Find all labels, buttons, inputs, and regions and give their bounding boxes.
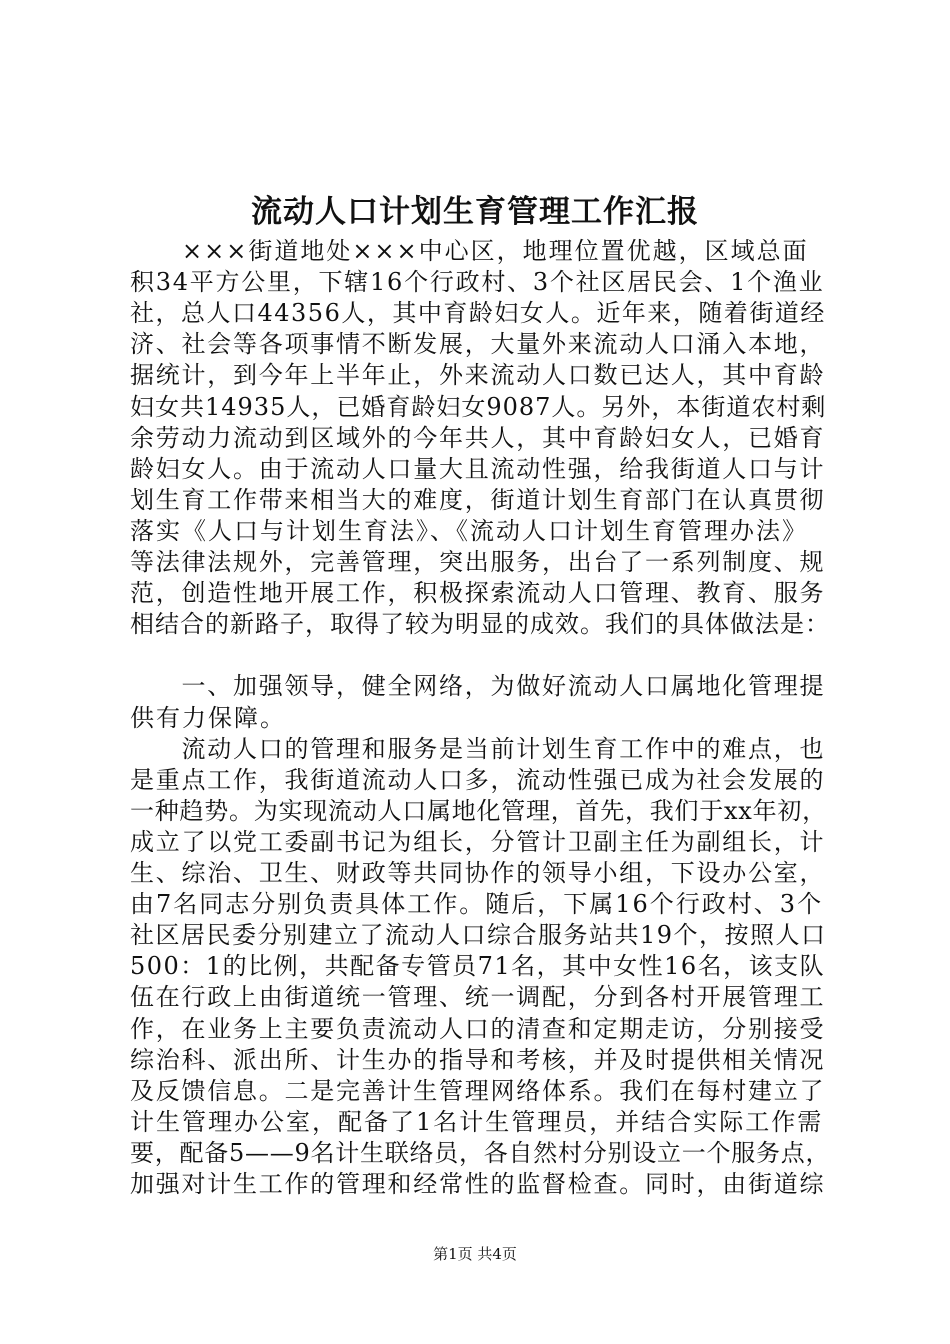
body-text-line: 伍在行政上由街道统一管理、统一调配，分到各村开展管理工 xyxy=(130,983,826,1012)
body-text-line: 加强对计生工作的管理和经常性的监督检查。同时，由街道综 xyxy=(130,1170,826,1198)
body-text-line: 积34平方公里，下辖16个行政村、3个社区居民会、1个渔业 xyxy=(130,268,825,297)
body-text-line: 相结合的新路子，取得了较为明显的成效。我们的具体做法是： xyxy=(130,610,830,639)
body-text-line: 要，配备5——9名计生联络员，各自然村分别设立一个服务点， xyxy=(130,1138,831,1167)
body-text-line: 综治科、派出所、计生办的指导和考核，并及时提供相关情况 xyxy=(130,1045,826,1074)
body-text-line: 成立了以党工委副书记为组长，分管计卫副主任为副组长，计 xyxy=(130,827,826,856)
body-text-line: 生、综治、卫生、财政等共同协作的领导小组，下设办公室， xyxy=(130,859,826,887)
body-text-line: 一种趋势。为实现流动人口属地化管理，首先，我们于xx年初， xyxy=(130,796,827,825)
body-text-line: 落实《人口与计划生育法》、《流动人口计划生育管理办法》 xyxy=(130,516,808,545)
body-text-line: 作，在业务上主要负责流动人口的清查和定期走访，分别接受 xyxy=(130,1014,826,1043)
body-text-line: 计生管理办公室，配备了1名计生管理员，并结合实际工作需 xyxy=(130,1107,824,1136)
body-text-line: 社区居民委分别建立了流动人口综合服务站共19个，按照人口 xyxy=(130,921,827,950)
body-text-line: 据统计，到今年上半年止，外来流动人口数已达人，其中育龄 xyxy=(130,361,826,390)
body-text-line: 供有力保障。 xyxy=(130,703,286,732)
body-text-line: 流动人口的管理和服务是当前计划生育工作中的难点，也 xyxy=(130,734,826,763)
body-text-line: 范，创造性地开展工作，积极探索流动人口管理、教育、服务 xyxy=(130,579,826,608)
body-text-line: ×××街道地处×××中心区，地理位置优越，区域总面 xyxy=(130,237,809,265)
body-text-line: 及反馈信息。二是完善计生管理网络体系。我们在每村建立了 xyxy=(130,1076,826,1105)
page-number-footer: 第1页 共4页 xyxy=(433,1245,517,1263)
body-text-line: 社，总人口44356人，其中育龄妇女人。近年来，随着街道经 xyxy=(130,299,826,328)
document-title: 流动人口计划生育管理工作汇报 xyxy=(251,194,699,230)
body-text-line: 由7名同志分别负责具体工作。随后，下属16个行政村、3个 xyxy=(130,890,824,919)
body-text-line: 余劳动力流动到区域外的今年共人，其中育龄妇女人，已婚育 xyxy=(130,423,826,452)
body-text-line: 一、加强领导，健全网络，为做好流动人口属地化管理提 xyxy=(130,672,826,701)
body-text-line: 龄妇女人。由于流动人口量大且流动性强，给我街道人口与计 xyxy=(130,454,826,483)
body-text-line: 500：1的比例，共配备专管员71名，其中女性16名，该支队 xyxy=(130,952,826,981)
body-text-line: 是重点工作，我街道流动人口多，流动性强已成为社会发展的 xyxy=(130,765,826,794)
body-text-line: 妇女共14935人，已婚育龄妇女9087人。另外，本街道农村剩 xyxy=(130,392,827,421)
body-text-line: 等法律法规外，完善管理，突出服务，出台了一系列制度、规 xyxy=(130,548,826,576)
body-text-line: 济、社会等各项事情不断发展，大量外来流动人口涌入本地， xyxy=(130,330,826,359)
body-text-line: 划生育工作带来相当大的难度，街道计划生育部门在认真贯彻 xyxy=(130,485,826,514)
